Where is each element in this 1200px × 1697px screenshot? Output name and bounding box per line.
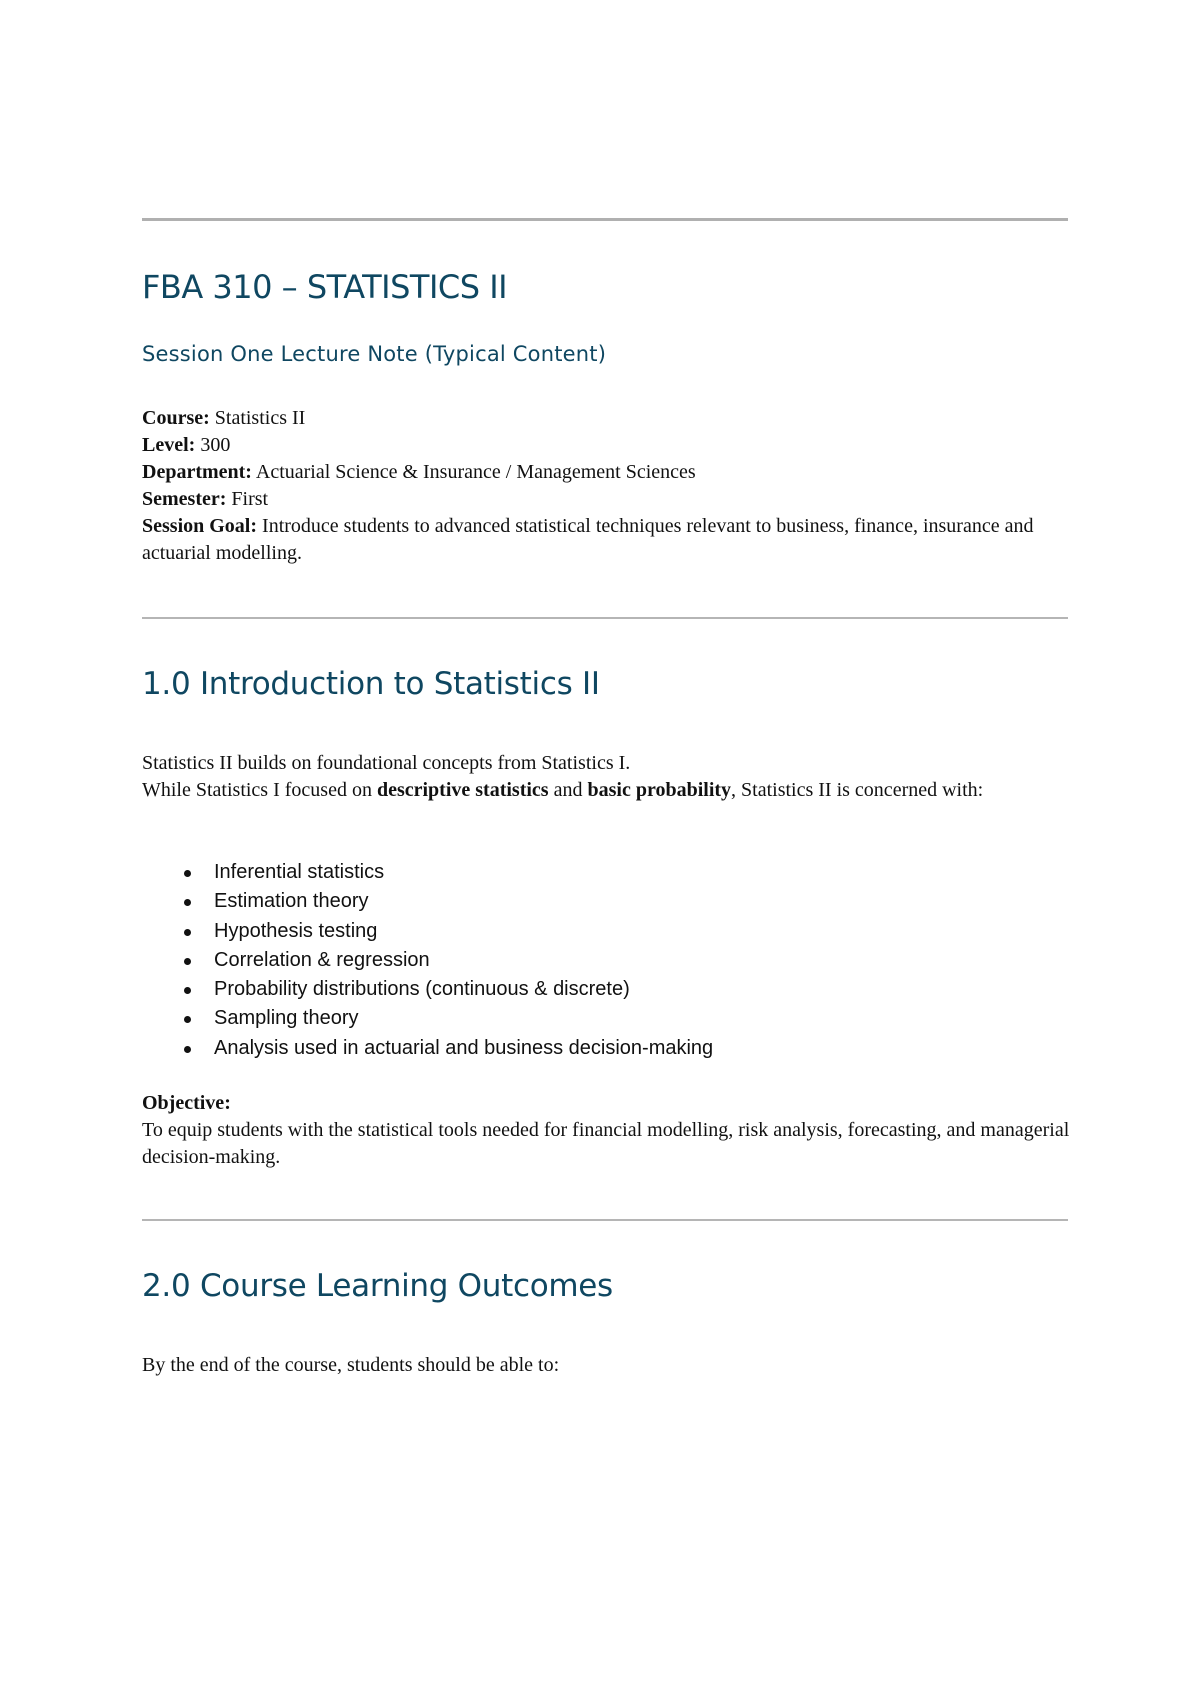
section-1-para-1: Statistics II builds on foundational concepts from Statistics I. bbox=[142, 752, 631, 774]
meta-course-value: Statistics II bbox=[214, 407, 306, 429]
para-2-text: , Statistics II is concerned with: bbox=[731, 779, 984, 801]
bullet-icon bbox=[184, 987, 191, 994]
meta-semester-label: Semester: bbox=[142, 488, 227, 510]
para-2-text: While Statistics I focused on bbox=[142, 779, 377, 801]
para-2-bold-probability: basic probability bbox=[587, 779, 732, 801]
meta-session-goal-label: Session Goal: bbox=[142, 515, 258, 537]
meta-department-label: Department: bbox=[142, 461, 252, 483]
section-1-intro bbox=[142, 750, 1072, 804]
para-2-text: and bbox=[548, 779, 588, 801]
meta-level-value: 300 bbox=[200, 434, 231, 456]
meta-course-label: Course: bbox=[142, 407, 210, 429]
list-item bbox=[142, 975, 713, 1004]
list-item bbox=[142, 1004, 713, 1033]
list-item-text: Correlation & regression bbox=[214, 948, 430, 971]
meta-department-value: Actuarial Science & Insurance / Management Sciences bbox=[255, 461, 696, 483]
section-1-para-2 bbox=[142, 777, 1072, 804]
document-subtitle: Session One Lecture Note (Typical Content) bbox=[142, 342, 607, 366]
bullet-icon bbox=[184, 929, 191, 936]
meta-semester bbox=[142, 486, 1072, 513]
course-metadata bbox=[142, 405, 1072, 567]
section-2-intro bbox=[142, 1352, 1072, 1379]
list-item-text: Probability distributions (continuous & discrete) bbox=[214, 978, 630, 1001]
meta-level-label: Level: bbox=[142, 434, 196, 456]
list-item bbox=[142, 887, 713, 916]
meta-course bbox=[142, 405, 1072, 432]
list-item-text: Estimation theory bbox=[214, 890, 369, 913]
list-item-text: Hypothesis testing bbox=[214, 919, 378, 942]
meta-session-goal bbox=[142, 513, 1072, 567]
section-2-heading: 2.0 Course Learning Outcomes bbox=[142, 1268, 613, 1304]
horizontal-rule bbox=[142, 617, 1068, 619]
objective-block bbox=[142, 1090, 1072, 1171]
list-item bbox=[142, 1034, 713, 1063]
list-item-text: Inferential statistics bbox=[214, 861, 385, 883]
list-item bbox=[142, 917, 713, 946]
bullet-icon bbox=[184, 1016, 191, 1023]
topics-list bbox=[142, 858, 713, 1063]
list-item-text: Analysis used in actuarial and business decision-making bbox=[214, 1036, 714, 1059]
objective-label-line bbox=[142, 1090, 1072, 1117]
document-title: FBA 310 – STATISTICS II bbox=[142, 268, 508, 306]
list-item bbox=[142, 946, 713, 975]
list-item bbox=[142, 858, 713, 887]
meta-session-goal-value: Introduce students to advanced statistical techniques relevant to business, finance, insurance and actuarial modelling. bbox=[142, 515, 1034, 564]
bullet-icon bbox=[184, 899, 191, 906]
horizontal-rule bbox=[142, 1219, 1068, 1221]
objective-label: Objective: bbox=[142, 1092, 231, 1114]
bullet-icon bbox=[184, 1046, 191, 1053]
section-1-heading: 1.0 Introduction to Statistics II bbox=[142, 666, 600, 702]
list-item-text: Sampling theory bbox=[214, 1007, 359, 1030]
meta-department bbox=[142, 459, 1072, 486]
bullet-icon bbox=[184, 958, 191, 965]
bullet-icon bbox=[184, 870, 191, 877]
horizontal-rule bbox=[142, 218, 1068, 221]
section-2-intro-text: By the end of the course, students should be able to: bbox=[142, 1354, 560, 1376]
meta-level bbox=[142, 432, 1072, 459]
meta-semester-value: First bbox=[231, 488, 269, 510]
para-2-bold-descriptive: descriptive statistics bbox=[376, 779, 549, 801]
objective-text: To equip students with the statistical tools needed for financial modelling, risk analysis, forecasting, and managerial decision-making. bbox=[142, 1119, 1070, 1168]
